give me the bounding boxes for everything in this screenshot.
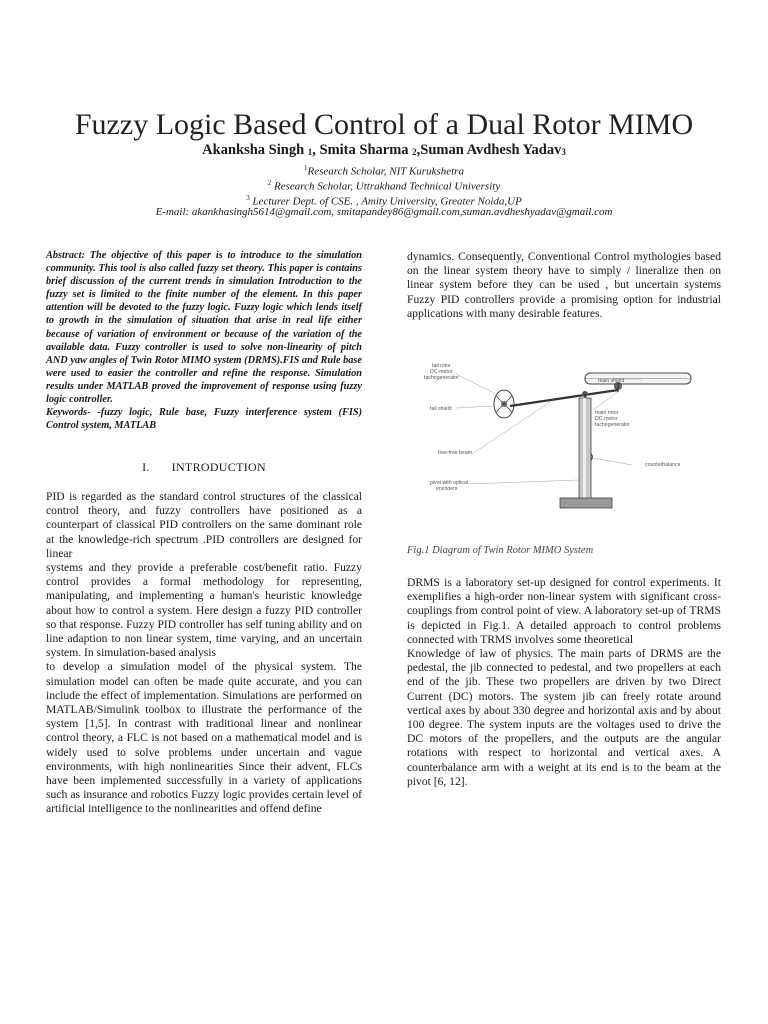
label-dc-motor: DC-motor — [430, 369, 453, 375]
label-pivot: pivot with optical — [430, 480, 469, 486]
label-main-rotor: main rotor — [595, 410, 619, 416]
affiliation-mark: 2 — [267, 179, 272, 187]
author-list — [0, 141, 768, 161]
figure-caption: Fig.1 Diagram of Twin Rotor MIMO System — [407, 545, 594, 556]
email-line: E-mail: akankhasingh5614@gmail.com, smitapandey86@gmail.com,suman.avdheshyadav@gmail.com — [155, 206, 613, 218]
label-counterbalance: counterbalance — [645, 462, 681, 468]
label-tachogenerator: tachogenerator — [424, 375, 459, 381]
author-mark: 3 — [561, 147, 566, 157]
label-tail-rotor: tail rotor — [432, 363, 451, 369]
section-title: INTRODUCTION — [171, 460, 266, 474]
body-paragraph: Knowledge of law of physics. The main parts of DRMS are the pedestal, the jib connected to pedestal, and two propellers at each end of the jib. These two propellers are driven by two Direct Current (DC) motors. The system jib can freely rotate around vertical axes by about 330 degree and horizontal axis and by about 100 degree. The system inputs are the voltages used to drive the DC motors of the propellers, and the outputs are the angular rotations with respect to horizontal and vertical axes. A counterbalance arm with a weight at its end is to the beam at the pivot [6, 12]. — [407, 647, 721, 788]
label-main-tachogenerator: tachogenerator — [595, 422, 630, 428]
author-name: Akanksha Singh — [202, 142, 305, 158]
body-paragraph: dynamics. Consequently, Conventional Control mythologies based on the linear system theory have to simply / lineralize then on linear system before they can be used , but uncertain systems Fuzzy PID controllers provide a promising option for industrial applications with many desirable features. — [407, 250, 721, 320]
body-paragraph: PID is regarded as the standard control structures of the classical control theory, and fuzzy controllers have positioned as a counterpart of classical PID controllers on the same dominant role at the knowledge-rich spectrum .PID controllers are designed for linear — [46, 490, 362, 560]
body-paragraph: to develop a simulation model of the physical system. The simulation model can often be made quite accurate, and you can include the effect of implementation. Simulations are performed on MATLAB/Simulink toolbox to illustrate the performance of the system [1,5]. In contrast with traditional linear and nonlinear control theory, a FLC is not based on a mathematical model and is widely used to solve problems under uncertain and vague environments, with high nonlinearities Since their advent, FLCs have been implemented successfully in a variety of applications such as insurance and robotics Fuzzy logic provides certain level of artificial intelligence to the nonlinearities and offend define — [46, 660, 362, 816]
affiliation-mark: 1 — [304, 164, 308, 172]
affiliation-mark: 3 — [246, 194, 250, 202]
author-mark: 2 — [412, 147, 417, 157]
abstract-text: Abstract: The objective of this paper is to introduce to the simulation community. This tool is also called fuzzy set theory. This paper is contains brief discussion of the current trends in simulation Introduction to the fuzzy set is limited to the finite number of the element. In this paper attention will be devoted to the fuzzy logic. Fuzzy logic which lends itself to growth in the simulation of situation that arise in real life either because of variation of environment or because of the variation of the available data. Fuzzy controller is used to solve non-linearity of pitch AND yaw angles of Twin Rotor MIMO system (DRMS).FIS and Rule base were used to easier the controller and refine the response. Simulation results under MATLAB proved the improvement of response using fuzzy logic controller. — [46, 250, 363, 406]
label-main-shield: main shield — [598, 378, 625, 384]
paper-title: Fuzzy Logic Based Control of a Dual Rotor MIMO — [74, 108, 694, 141]
body-paragraph: DRMS is a laboratory set-up designed for control experiments. It exemplifies a high-order non-linear system with significant cross-couplings from control point of view. A laboratory set-up of TRMS is depicted in Fig.1. A detailed approach to control problems connected with TRMS involves some theoretical — [407, 576, 721, 646]
label-encoders: encoders — [436, 486, 458, 492]
body-paragraph: systems and they provide a preferable cost/benefit ratio. Fuzzy control provides a formal methodology for representing, manipulating, and implementing a human's heuristic knowledge about how to control a system. Here design a fuzzy PID controller so that response. Fuzzy PID controller has self tuning ability and on line adaption to non linear system, time varying, and an uncertain system. In simulation-based analysis — [46, 561, 362, 660]
right-column-top — [407, 250, 721, 321]
affiliation-text: Lecturer Dept. of CSE. , Amity University, Greater Noida,UP — [249, 195, 522, 208]
affiliation-text: Research Scholar, NIT Kurukshetra — [307, 165, 464, 178]
author-name: ,Suman Avdhesh Yadav — [416, 142, 562, 158]
right-column-body — [407, 576, 721, 789]
left-column-body — [46, 490, 362, 817]
affiliation-text: Research Scholar, Uttrakhand Technical University — [271, 180, 501, 193]
twin-rotor-diagram — [420, 362, 696, 524]
author-name: , Smita Sharma — [312, 142, 409, 158]
label-main-dc-motor: DC-motor — [595, 416, 618, 422]
keywords-text: Keywords- -fuzzy logic, Rule base, Fuzzy interference system (FIS) Control system, MATLAB — [46, 407, 362, 432]
label-free-free-beam: free-free beam — [438, 450, 473, 456]
author-mark: 1 — [307, 147, 313, 157]
label-tail-shield: tail shield — [430, 406, 452, 412]
section-heading — [46, 460, 362, 475]
pedestal-base — [560, 498, 612, 508]
abstract-block — [46, 249, 362, 432]
section-number: I. — [142, 460, 150, 474]
